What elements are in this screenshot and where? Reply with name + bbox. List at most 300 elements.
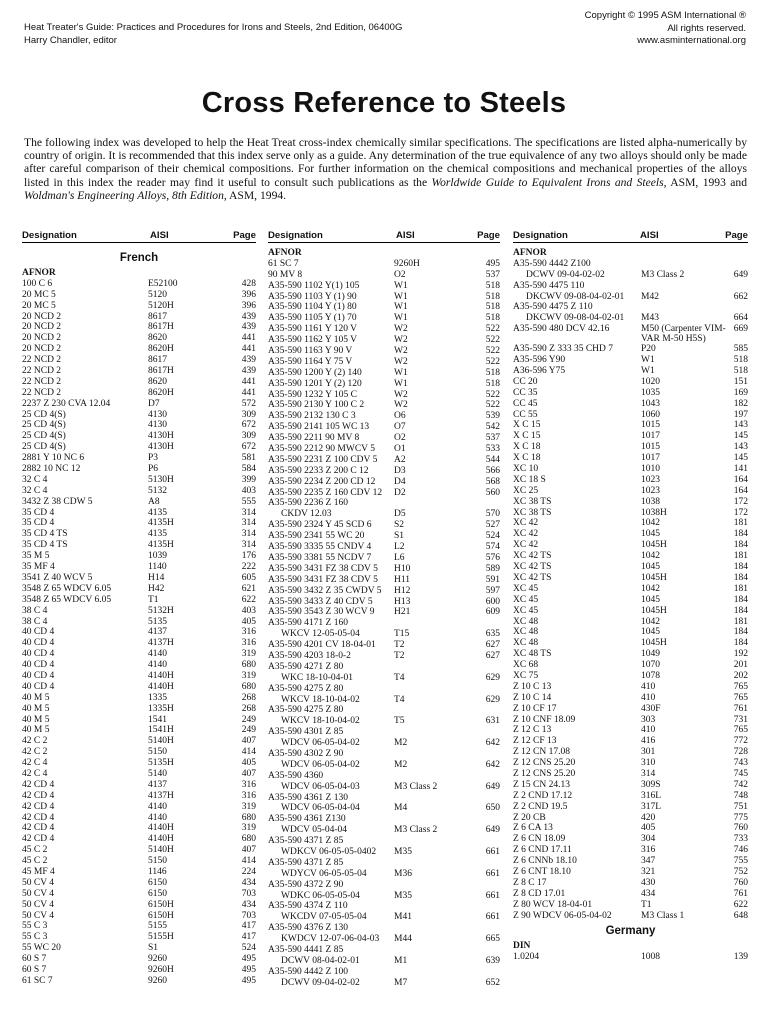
aisi-cell: O2 xyxy=(394,433,406,444)
table-row xyxy=(22,355,256,366)
table-row xyxy=(22,965,256,976)
page-title: Cross Reference to Steels xyxy=(201,87,567,119)
aisi-cell: W2 xyxy=(394,400,408,411)
designation-cell: 42 CD 4 xyxy=(22,812,55,823)
designation-cell: A35-590 2141 105 WC 13 xyxy=(268,422,370,433)
designation-cell: 55 WC 20 xyxy=(22,943,61,954)
table-row xyxy=(268,455,500,466)
table-row xyxy=(22,932,256,943)
page-cell: 622 xyxy=(733,899,748,910)
designation-cell: A35-590 4275 Z 80 xyxy=(268,705,344,716)
aisi-cell: T1 xyxy=(641,899,652,910)
table-row xyxy=(268,335,500,346)
page-cell: 680 xyxy=(241,660,256,671)
aisi-cell: S1 xyxy=(394,531,405,542)
aisi-cell: 6150 xyxy=(148,888,167,899)
designation-cell: Z 8 C 17 xyxy=(513,877,547,888)
aisi-cell: 304 xyxy=(641,834,656,845)
table-row xyxy=(513,324,748,344)
aisi-cell: M2 xyxy=(394,738,408,749)
aisi-cell: W2 xyxy=(394,356,408,367)
page-cell: 439 xyxy=(241,366,256,377)
source-line-2: Harry Chandler, editor xyxy=(24,35,117,46)
table-row xyxy=(22,856,256,867)
page-cell: 407 xyxy=(241,768,256,779)
table-row xyxy=(22,747,256,758)
table-row xyxy=(268,564,500,575)
table-row xyxy=(268,313,500,324)
designation-cell: 42 CD 4 xyxy=(22,779,55,790)
designation-cell: 61 SC 7 xyxy=(268,258,299,269)
aisi-cell: M43 xyxy=(641,313,659,324)
table-row xyxy=(268,956,500,967)
aisi-cell: 6150H xyxy=(148,899,174,910)
aisi-cell: W2 xyxy=(394,335,408,346)
aisi-cell: T1 xyxy=(148,594,159,605)
page-cell: 589 xyxy=(485,563,500,574)
page-cell: 761 xyxy=(733,888,748,899)
designation-cell: 2882 10 NC 12 xyxy=(22,464,81,475)
table-row xyxy=(513,693,748,704)
designation-cell: A35-590 1200 Y (2) 140 xyxy=(268,367,362,378)
aisi-cell: T4 xyxy=(394,694,405,705)
table-row xyxy=(513,911,748,922)
aisi-cell: M36 xyxy=(394,868,412,879)
page-cell: 181 xyxy=(733,551,748,562)
page-cell: 222 xyxy=(241,562,256,573)
designation-cell: CC 20 xyxy=(513,376,538,387)
source-line-1: Heat Treater's Guide: Practices and Procedures for Irons and Steels, 2nd Edition, 06400G xyxy=(24,22,403,33)
table-row xyxy=(268,705,500,716)
standard-label: DIN xyxy=(513,941,531,952)
page-cell: 752 xyxy=(733,866,748,877)
table-row xyxy=(22,813,256,824)
table-row xyxy=(513,270,748,281)
designation-cell: WKCV 18-10-04-02 xyxy=(281,694,360,705)
aisi-cell: M35 xyxy=(394,890,412,901)
aisi-cell: 5150 xyxy=(148,747,167,758)
aisi-cell: 6150 xyxy=(148,877,167,888)
table-row xyxy=(268,542,500,553)
page-cell: 319 xyxy=(241,649,256,660)
designation-cell: Z 8 CD 17.01 xyxy=(513,888,566,899)
designation-cell: XC 42 TS xyxy=(513,572,552,583)
table-row xyxy=(268,498,500,509)
website-link[interactable]: www.asminternational.org xyxy=(637,35,746,46)
aisi-cell: 321 xyxy=(641,866,656,877)
table-row xyxy=(268,793,500,804)
table-row xyxy=(22,453,256,464)
aisi-cell: H13 xyxy=(394,596,411,607)
page-cell: 527 xyxy=(485,520,500,531)
designation-cell: XC 42 TS xyxy=(513,562,552,573)
table-row xyxy=(22,682,256,693)
page-cell: 661 xyxy=(485,868,500,879)
page-cell: 649 xyxy=(733,269,748,280)
intro-text-2: , ASM, 1993 and xyxy=(663,175,748,189)
page-cell: 650 xyxy=(485,803,500,814)
table-row xyxy=(268,400,500,411)
designation-cell: A35-590 1201 Y (2) 120 xyxy=(268,378,362,389)
page-cell: 309 xyxy=(241,431,256,442)
table-row xyxy=(268,869,500,880)
page-cell: 316 xyxy=(241,627,256,638)
table-row xyxy=(268,433,500,444)
aisi-cell: 4135H xyxy=(148,518,174,529)
aisi-cell: 1020 xyxy=(641,376,660,387)
table-row xyxy=(268,673,500,684)
designation-cell: 42 C 2 xyxy=(22,736,48,747)
page-cell: 403 xyxy=(241,485,256,496)
page-cell: 742 xyxy=(733,779,748,790)
page-cell: 141 xyxy=(733,464,748,475)
aisi-cell: W1 xyxy=(641,355,655,366)
designation-cell: XC 42 xyxy=(513,518,539,529)
designation-cell: A35-590 480 DCV 42.16 xyxy=(513,324,610,335)
table-row xyxy=(513,704,748,715)
designation-cell: XC 42 xyxy=(513,540,539,551)
page-cell: 572 xyxy=(241,398,256,409)
table-row xyxy=(268,281,500,292)
page-cell: 249 xyxy=(241,714,256,725)
designation-cell: Z 12 CF 13 xyxy=(513,736,557,747)
aisi-cell: 9260 xyxy=(148,954,167,965)
designation-cell: Z 6 CN 18.09 xyxy=(513,834,566,845)
aisi-cell: M50 (Carpenter VIM-VAR M-50 H5S) xyxy=(641,324,726,345)
page-cell: 755 xyxy=(733,856,748,867)
designation-cell: Z 90 WDCV 06-05-04-02 xyxy=(513,910,612,921)
designation-cell: A35-596 Y90 xyxy=(513,355,566,366)
designation-cell: XC 45 xyxy=(513,605,539,616)
aisi-cell: H10 xyxy=(394,563,411,574)
designation-cell: 50 CV 4 xyxy=(22,910,55,921)
page-cell: 164 xyxy=(733,474,748,485)
aisi-cell: 1541H xyxy=(148,725,174,736)
table-row xyxy=(513,486,748,497)
designation-cell: A35-590 1162 Y 105 V xyxy=(268,335,358,346)
designation-cell: WKCDV 07-05-05-04 xyxy=(281,912,367,923)
page-cell: 566 xyxy=(485,465,500,476)
designation-cell: A35-590 4361 Z130 xyxy=(268,814,346,825)
table-row xyxy=(513,834,748,845)
designation-cell: WDCV 06-05-04-03 xyxy=(281,781,360,792)
aisi-cell: 1140 xyxy=(148,562,167,573)
page-cell: 417 xyxy=(241,932,256,943)
table-row xyxy=(513,344,748,355)
page-cell: 581 xyxy=(241,453,256,464)
designation-cell: Z 6 CND 17.11 xyxy=(513,845,572,856)
aisi-cell: 4130 xyxy=(148,409,167,420)
designation-cell: CC 55 xyxy=(513,409,538,420)
aisi-cell: 1017 xyxy=(641,431,660,442)
aisi-cell: 4140 xyxy=(148,801,167,812)
column-header xyxy=(268,229,500,243)
aisi-cell: 430F xyxy=(641,703,661,714)
designation-cell: 55 C 3 xyxy=(22,932,48,943)
designation-cell: A35-590 1104 Y (1) 80 xyxy=(268,302,357,313)
page-cell: 518 xyxy=(733,355,748,366)
designation-cell: WKCV 12-05-05-04 xyxy=(281,629,360,640)
page-cell: 316 xyxy=(241,638,256,649)
page-cell: 665 xyxy=(485,934,500,945)
aisi-cell: 1049 xyxy=(641,649,660,660)
page-cell: 518 xyxy=(485,367,500,378)
designation-cell: A35-590 4203 18-0-2 xyxy=(268,650,351,661)
page-cell: 748 xyxy=(733,790,748,801)
table-row xyxy=(513,606,748,617)
table-column-2 xyxy=(268,229,500,989)
aisi-cell: 310 xyxy=(641,758,656,769)
table-row xyxy=(513,475,748,486)
aisi-cell: 5135H xyxy=(148,758,174,769)
source-citation xyxy=(24,21,402,47)
table-row xyxy=(268,520,500,531)
aisi-cell: M7 xyxy=(394,977,408,988)
page-cell: 164 xyxy=(733,485,748,496)
aisi-cell: 1045H xyxy=(641,572,667,583)
designation-cell: 40 CD 4 xyxy=(22,649,55,660)
page-cell: 319 xyxy=(241,801,256,812)
designation-cell: A35-590 2132 130 C 3 xyxy=(268,411,356,422)
page-cell: 627 xyxy=(485,640,500,651)
table-row xyxy=(22,878,256,889)
page-cell: 184 xyxy=(733,627,748,638)
aisi-cell: P6 xyxy=(148,464,159,475)
designation-header: Designation xyxy=(268,230,323,241)
aisi-cell: 1335H xyxy=(148,703,174,714)
designation-cell: A35-590 4442 Z100 xyxy=(513,258,591,269)
page-cell: 145 xyxy=(733,453,748,464)
page-cell: 518 xyxy=(485,302,500,313)
designation-cell: Z 10 CF 17 xyxy=(513,703,557,714)
aisi-cell: W2 xyxy=(394,389,408,400)
designation-cell: A35-590 3431 FZ 38 CDV 5 xyxy=(268,574,378,585)
table-row xyxy=(513,747,748,758)
aisi-cell: 4135 xyxy=(148,507,167,518)
page-cell: 143 xyxy=(733,442,748,453)
aisi-cell: 1146 xyxy=(148,866,167,877)
table-row xyxy=(513,617,748,628)
page-cell: 172 xyxy=(733,507,748,518)
page-cell: 672 xyxy=(241,420,256,431)
designation-cell: A35-590 4275 Z 80 xyxy=(268,683,344,694)
designation-cell: A35-590 1102 Y(1) 105 xyxy=(268,280,360,291)
page-cell: 664 xyxy=(733,313,748,324)
table-row xyxy=(22,834,256,845)
designation-cell: 42 CD 4 xyxy=(22,823,55,834)
intro-paragraph xyxy=(24,136,747,202)
aisi-cell: 410 xyxy=(641,681,656,692)
page-cell: 761 xyxy=(733,703,748,714)
table-row xyxy=(513,302,748,313)
page-header: Page xyxy=(233,230,256,241)
page-cell: 192 xyxy=(733,649,748,660)
designation-cell: Z 6 CNNb 18.10 xyxy=(513,856,577,867)
page-cell: 765 xyxy=(733,681,748,692)
designation-cell: 3548 Z 65 WDCV 6.05 xyxy=(22,594,112,605)
aisi-cell: W2 xyxy=(394,346,408,357)
designation-cell: A35-590 3432 Z 35 CWDV 5 xyxy=(268,585,382,596)
aisi-cell: T2 xyxy=(394,640,405,651)
designation-cell: A35-590 2235 Z 160 CDV 12 xyxy=(268,487,383,498)
page-cell: 495 xyxy=(241,975,256,986)
page-cell: 627 xyxy=(485,650,500,661)
page-cell: 314 xyxy=(241,518,256,529)
designation-cell: 32 C 4 xyxy=(22,474,48,485)
table-row xyxy=(22,867,256,878)
aisi-header: AISI xyxy=(150,230,169,241)
designation-cell: Z 12 CN 17.08 xyxy=(513,747,570,758)
aisi-cell: 430 xyxy=(641,877,656,888)
table-row xyxy=(268,727,500,738)
table-row xyxy=(268,357,500,368)
table-row xyxy=(268,575,500,586)
table-row xyxy=(268,379,500,390)
table-row xyxy=(268,422,500,433)
table-row xyxy=(22,704,256,715)
designation-cell: 38 C 4 xyxy=(22,605,48,616)
page-cell: 568 xyxy=(485,476,500,487)
table-row xyxy=(513,660,748,671)
page-cell: 439 xyxy=(241,322,256,333)
table-row xyxy=(22,921,256,932)
table-row xyxy=(22,366,256,377)
country-heading xyxy=(22,248,256,268)
table-row xyxy=(513,736,748,747)
designation-cell: XC 38 TS xyxy=(513,496,552,507)
aisi-cell: 8617 xyxy=(148,355,167,366)
page-cell: 522 xyxy=(485,400,500,411)
designation-cell: A35-590 2231 Z 100 CDV 5 xyxy=(268,454,378,465)
table-row xyxy=(513,867,748,878)
aisi-cell: 1045H xyxy=(641,540,667,551)
page-cell: 184 xyxy=(733,638,748,649)
aisi-cell: 4135H xyxy=(148,540,174,551)
page-cell: 518 xyxy=(485,378,500,389)
page-cell: 703 xyxy=(241,910,256,921)
aisi-cell: 8620 xyxy=(148,333,167,344)
designation-cell: CKDV 12.03 xyxy=(281,509,332,520)
page-cell: 405 xyxy=(241,616,256,627)
standard-label: AFNOR xyxy=(22,268,56,278)
page-cell: 570 xyxy=(485,509,500,520)
country-label: French xyxy=(119,252,159,264)
table-row xyxy=(22,301,256,312)
aisi-cell: 1015 xyxy=(641,442,660,453)
designation-cell: WDKC 06-05-05-04 xyxy=(281,890,360,901)
table-row xyxy=(513,497,748,508)
designation-cell: A35-590 4361 Z 130 xyxy=(268,792,348,803)
page-cell: 172 xyxy=(733,496,748,507)
table-row xyxy=(268,858,500,869)
aisi-cell: 1045 xyxy=(641,529,660,540)
table-row xyxy=(268,607,500,618)
table-row xyxy=(513,856,748,867)
table-row xyxy=(22,693,256,704)
page-cell: 555 xyxy=(241,496,256,507)
aisi-cell: 5150 xyxy=(148,856,167,867)
page-cell: 522 xyxy=(485,335,500,346)
designation-cell: A35-590 2341 55 WC 20 xyxy=(268,531,365,542)
designation-cell: 22 NCD 2 xyxy=(22,366,62,377)
designation-cell: 60 S 7 xyxy=(22,954,47,965)
table-row xyxy=(268,695,500,706)
column-header xyxy=(513,229,748,243)
aisi-cell: 5155 xyxy=(148,921,167,932)
aisi-cell: 4137H xyxy=(148,790,174,801)
aisi-cell: 4137 xyxy=(148,627,167,638)
page-cell: 522 xyxy=(485,324,500,335)
page-cell: 428 xyxy=(241,278,256,289)
designation-cell: A35-590 2236 Z 160 xyxy=(268,498,348,509)
designation-cell: 35 CD 4 TS xyxy=(22,529,68,540)
page-cell: 765 xyxy=(733,692,748,703)
page-header: Page xyxy=(477,230,500,241)
aisi-cell: 410 xyxy=(641,692,656,703)
designation-cell: A35-590 2234 Z 200 CD 12 xyxy=(268,476,376,487)
table-row xyxy=(513,649,748,660)
page-cell: 591 xyxy=(485,574,500,585)
table-row xyxy=(513,259,748,270)
designation-cell: 40 CD 4 xyxy=(22,660,55,671)
table-row xyxy=(513,355,748,366)
designation-cell: DKCWV 09-08-04-02-01 xyxy=(526,313,625,324)
page-cell: 441 xyxy=(241,387,256,398)
page-cell: 518 xyxy=(485,280,500,291)
designation-cell: A35-590 4271 Z 80 xyxy=(268,661,344,672)
designation-cell: 42 C 2 xyxy=(22,747,48,758)
designation-cell: A35-590 3335 55 CNDV 4 xyxy=(268,542,372,553)
country-heading xyxy=(513,921,748,941)
page-cell: 539 xyxy=(485,411,500,422)
designation-cell: A35-590 4374 Z 110 xyxy=(268,901,348,912)
aisi-cell: W1 xyxy=(394,302,408,313)
aisi-cell: M35 xyxy=(394,846,412,857)
page-cell: 314 xyxy=(241,529,256,540)
page-cell: 518 xyxy=(733,366,748,377)
designation-cell: A35-590 4171 Z 160 xyxy=(268,618,348,629)
page-cell: 648 xyxy=(733,910,748,921)
table-row xyxy=(268,760,500,771)
page-cell: 224 xyxy=(241,866,256,877)
aisi-cell: 9260 xyxy=(148,975,167,986)
page-cell: 760 xyxy=(733,877,748,888)
designation-cell: 22 NCD 2 xyxy=(22,376,62,387)
table-row xyxy=(22,322,256,333)
aisi-cell: 5155H xyxy=(148,932,174,943)
designation-cell: A35-590 1161 Y 120 V xyxy=(268,324,358,335)
aisi-cell: 416 xyxy=(641,736,656,747)
page-cell: 181 xyxy=(733,583,748,594)
aisi-cell: M44 xyxy=(394,934,412,945)
aisi-cell: 420 xyxy=(641,812,656,823)
table-row xyxy=(513,584,748,595)
aisi-cell: 9260H xyxy=(394,258,420,269)
aisi-cell: 5132H xyxy=(148,605,174,616)
designation-cell: 3432 Z 38 CDW 5 xyxy=(22,496,93,507)
designation-cell: A35-590 2211 90 MV 8 xyxy=(268,433,360,444)
designation-cell: CC 35 xyxy=(513,387,538,398)
aisi-cell: W2 xyxy=(394,324,408,335)
aisi-cell: 8620 xyxy=(148,376,167,387)
table-row xyxy=(268,901,500,912)
aisi-cell: O1 xyxy=(394,444,406,455)
designation-cell: XC 38 TS xyxy=(513,507,552,518)
page-cell: 775 xyxy=(733,812,748,823)
table-row xyxy=(268,934,500,945)
aisi-cell: W1 xyxy=(394,367,408,378)
page-cell: 772 xyxy=(733,736,748,747)
